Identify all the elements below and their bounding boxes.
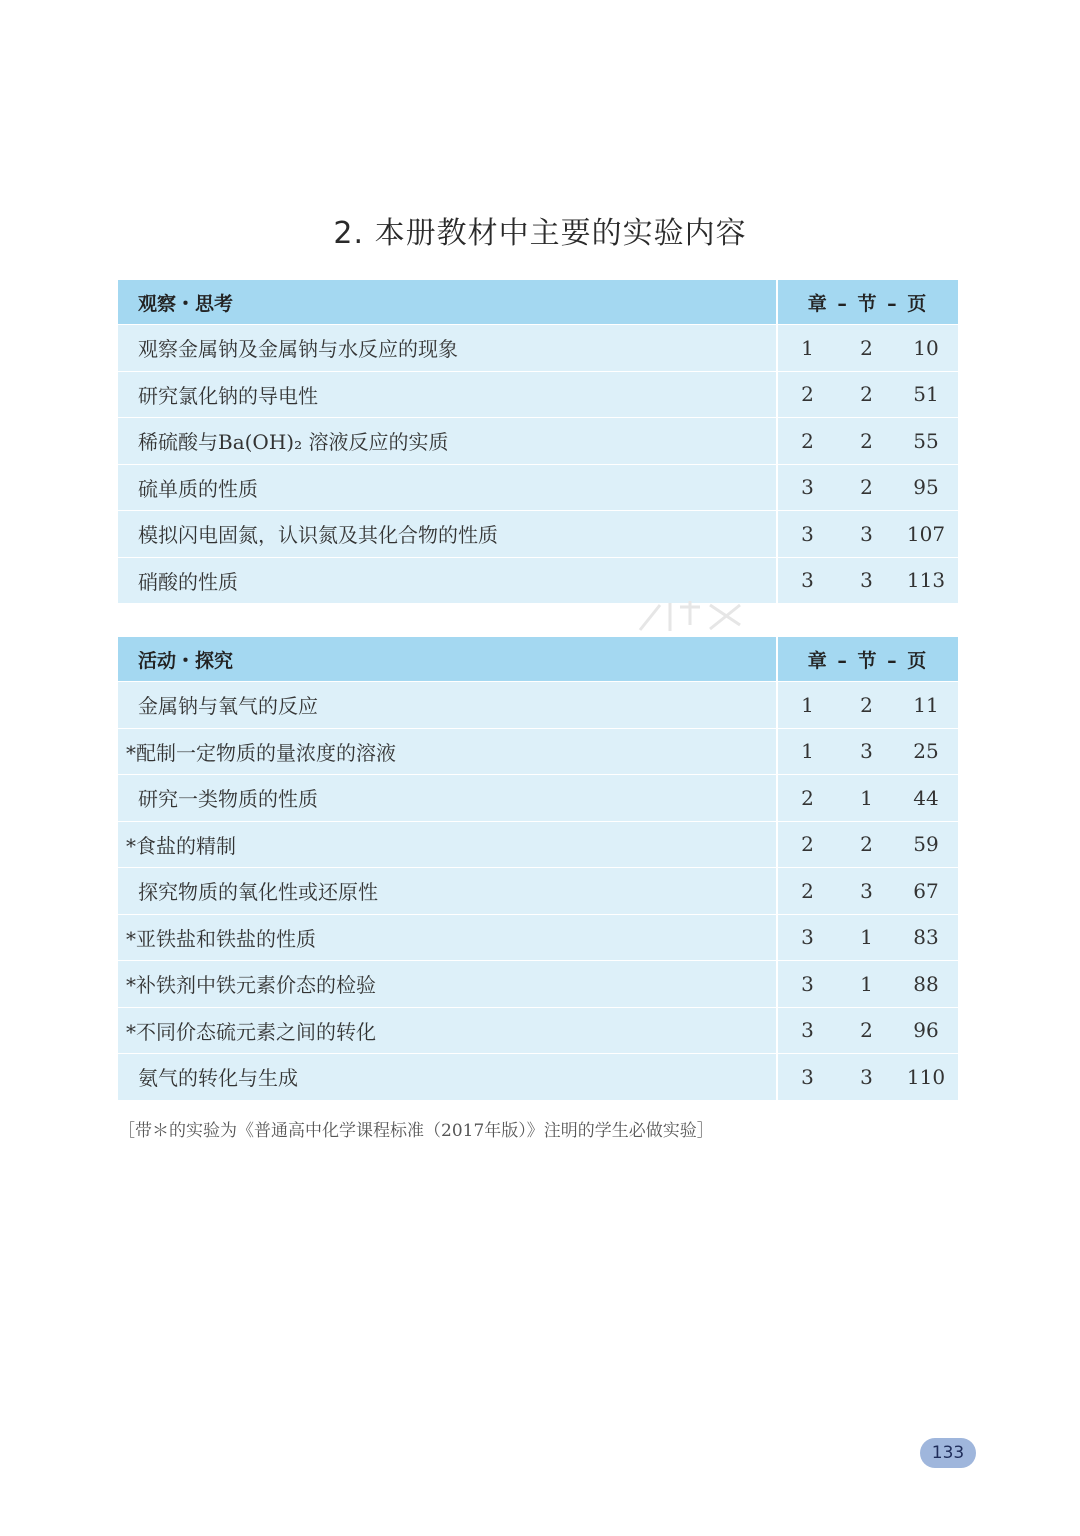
experiment-name: *不同价态硫元素之间的转化 [118, 1008, 778, 1054]
section-number: 2 [860, 428, 873, 453]
section-number: 3 [860, 568, 873, 593]
page-ref: 88 [913, 971, 939, 996]
footnote: ［带＊的实验为《普通高中化学课程标准（2017年版）》注明的学生必做实验］ [118, 1121, 714, 1141]
experiment-name: *亚铁盐和铁盐的性质 [118, 915, 778, 961]
chapter-number: 3 [801, 568, 814, 593]
page-ref: 25 [913, 739, 939, 764]
chapter-number: 2 [801, 428, 814, 453]
section-number: 1 [860, 785, 873, 810]
chapter-number: 3 [801, 475, 814, 500]
section-number: 2 [860, 1018, 873, 1043]
page-ref: 67 [913, 878, 939, 903]
table-row [118, 775, 958, 822]
table-row [118, 868, 958, 915]
chapter-number: 3 [801, 925, 814, 950]
section-number: 3 [860, 521, 873, 546]
page-ref: 44 [913, 785, 939, 810]
section-number: 2 [860, 475, 873, 500]
table-row [118, 325, 958, 372]
page-title: 2. 本册教材中主要的实验内容 [333, 216, 747, 251]
table-row [118, 372, 958, 419]
chapter-number: 2 [801, 382, 814, 407]
table-row [118, 729, 958, 776]
section-number: 3 [860, 878, 873, 903]
chapter-number: 3 [801, 1064, 814, 1089]
experiment-name: *食盐的精制 [118, 822, 778, 868]
experiment-name: 氨气的转化与生成 [118, 1054, 778, 1100]
chapter-number: 2 [801, 785, 814, 810]
page-ref: 59 [913, 832, 939, 857]
section-number: 3 [860, 739, 873, 764]
header-cols: 章 – 节 – 页 [807, 292, 929, 315]
section-number: 2 [860, 382, 873, 407]
chapter-number: 3 [801, 971, 814, 996]
table-header [118, 280, 958, 325]
page-ref: 110 [906, 1064, 946, 1089]
page-ref: 55 [913, 428, 939, 453]
chapter-number: 1 [801, 692, 814, 717]
experiment-name: 研究一类物质的性质 [118, 775, 778, 821]
section-number: 2 [860, 832, 873, 857]
header-label: 活动・探究 [118, 637, 778, 681]
chapter-number: 3 [801, 1018, 814, 1043]
page-ref: 51 [913, 382, 939, 407]
table-header [118, 637, 958, 682]
experiment-name: 硝酸的性质 [118, 558, 778, 604]
experiment-name: 硫单质的性质 [118, 465, 778, 511]
experiment-name: *补铁剂中铁元素价态的检验 [118, 961, 778, 1007]
page-ref: 113 [906, 568, 946, 593]
observe-think-table [118, 280, 958, 603]
header-label: 观察・思考 [118, 280, 778, 324]
chapter-number: 1 [801, 335, 814, 360]
table-row [118, 558, 958, 604]
table-row [118, 961, 958, 1008]
page-ref: 96 [913, 1018, 939, 1043]
experiment-name: *配制一定物质的量浓度的溶液 [118, 729, 778, 775]
page-number-badge: 133 [920, 1438, 976, 1468]
page-ref: 10 [913, 335, 939, 360]
page-ref: 83 [913, 925, 939, 950]
section-number: 3 [860, 1064, 873, 1089]
table-row [118, 682, 958, 729]
table-row [118, 822, 958, 869]
section-number: 1 [860, 925, 873, 950]
table-row [118, 418, 958, 465]
experiment-name: 研究氯化钠的导电性 [118, 372, 778, 418]
header-cols: 章 – 节 – 页 [807, 649, 929, 672]
section-number: 2 [860, 692, 873, 717]
table-row [118, 1054, 958, 1100]
page-ref: 11 [913, 692, 939, 717]
chapter-number: 1 [801, 739, 814, 764]
chapter-number: 2 [801, 832, 814, 857]
table-row [118, 465, 958, 512]
chapter-number: 3 [801, 521, 814, 546]
experiment-name: 探究物质的氧化性或还原性 [118, 868, 778, 914]
chapter-number: 2 [801, 878, 814, 903]
table-row [118, 1008, 958, 1055]
experiment-name: 稀硫酸与Ba(OH)₂ 溶液反应的实质 [118, 418, 778, 464]
section-number: 1 [860, 971, 873, 996]
page-ref: 95 [913, 475, 939, 500]
table-row [118, 511, 958, 558]
watermark [630, 595, 760, 635]
page-ref: 107 [906, 521, 946, 546]
section-number: 2 [860, 335, 873, 360]
table-row [118, 915, 958, 962]
activity-explore-table [118, 637, 958, 1100]
experiment-name: 观察金属钠及金属钠与水反应的现象 [118, 325, 778, 371]
experiment-name: 模拟闪电固氮，认识氮及其化合物的性质 [118, 511, 778, 557]
experiment-name: 金属钠与氧气的反应 [118, 682, 778, 728]
